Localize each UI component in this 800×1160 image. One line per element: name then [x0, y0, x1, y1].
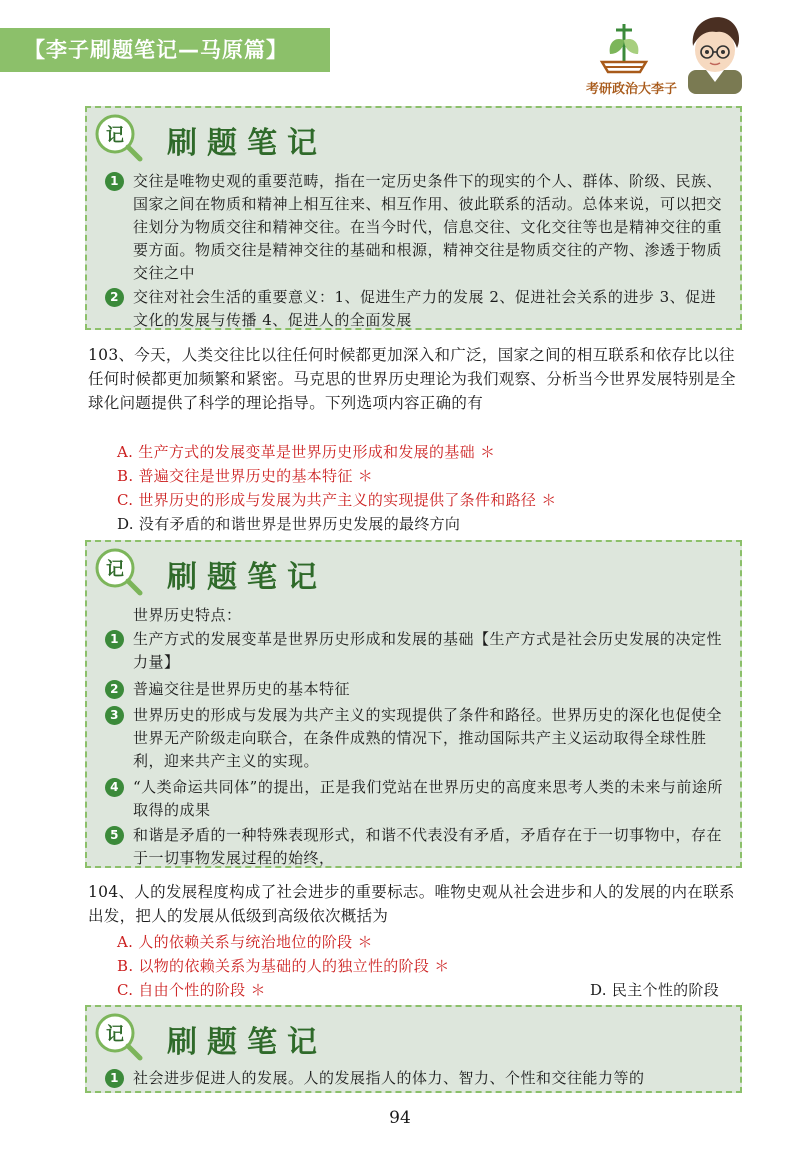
- number-2-icon: 2: [105, 680, 124, 699]
- option-a: A. 生产方式的发展变革是世界历史形成和发展的基础 ＊: [117, 443, 496, 461]
- note-box-3: [85, 1005, 742, 1093]
- brand-text: 考研政治大李子: [586, 82, 678, 97]
- note-intro: 世界历史特点：: [133, 606, 242, 624]
- magnifier-note-icon: [93, 112, 143, 162]
- question-103-stem: 103、今天，人类交往比以往任何时候都更加深入和广泛，国家之间的相互联系和依存比以往任何时候都更加频繁和紧密。马克思的世界历史理论为我们观察、分析当今世界发展特别是全球化问题提供了科学的理论指导。下列选项内容正确的有: [88, 346, 736, 412]
- number-3-icon: 3: [105, 706, 124, 725]
- note-item: 4 “人类命运共同体”的提出，正是我们党站在世界历史的高度来思考人类的未来与前途所取得的成果: [105, 776, 726, 822]
- option-a: A. 人的依赖关系与统治地位的阶段 ＊: [117, 933, 373, 951]
- note-header: [87, 108, 740, 168]
- option-d: D. 没有矛盾的和谐世界是世界历史发展的最终方向: [117, 515, 461, 533]
- option-b: B. 普遍交往是世界历史的基本特征 ＊: [117, 467, 374, 485]
- magnifier-note-icon: [93, 1011, 143, 1061]
- tree-logo-icon: [596, 18, 652, 76]
- note-header: [87, 1007, 740, 1067]
- avatar-icon: [680, 12, 750, 94]
- note-item: 2 交往对社会生活的重要意义：1、促进生产力的发展 2、促进社会关系的进步 3、促进文化的发展与传播 4、促进人的全面发展: [105, 286, 726, 332]
- svg-text:记: 记: [106, 1024, 124, 1045]
- number-1-icon: 1: [105, 172, 124, 191]
- note-box-2: [85, 540, 742, 868]
- note-item: 5 和谐是矛盾的一种特殊表现形式，和谐不代表没有矛盾，矛盾存在于一切事物中，存在于一切事物发展过程的始终，: [105, 824, 726, 870]
- option-c: C. 自由个性的阶段 ＊: [117, 981, 266, 999]
- note-title: 刷题笔记: [167, 126, 327, 161]
- note-title: 刷题笔记: [167, 1025, 327, 1060]
- number-4-icon: 4: [105, 778, 124, 797]
- number-1-icon: 1: [105, 630, 124, 649]
- note-header: [87, 542, 740, 602]
- note-item: 3 世界历史的形成与发展为共产主义的实现提供了条件和路径。世界历史的深化也促使全世界无产阶级走向联合，在条件成熟的情况下，推动国际共产主义运动取得全球性胜利，迎来共产主义的实现。: [105, 704, 726, 773]
- magnifier-note-icon: [93, 546, 143, 596]
- number-2-icon: 2: [105, 288, 124, 307]
- header-banner: 【李子刷题笔记—马原篇】: [0, 28, 330, 72]
- question-104-stem: 104、人的发展程度构成了社会进步的重要标志。唯物史观从社会进步和人的发展的内在联系出发，把人的发展从低级到高级依次概括为: [88, 883, 735, 925]
- note-title: 刷题笔记: [167, 560, 327, 595]
- svg-text:记: 记: [106, 559, 124, 580]
- note-box-1: [85, 106, 742, 330]
- note-item: 1 生产方式的发展变革是世界历史形成和发展的基础【生产方式是社会历史发展的决定性力量】: [105, 628, 726, 674]
- option-b: B. 以物的依赖关系为基础的人的独立性的阶段 ＊: [117, 957, 450, 975]
- number-1-icon: 1: [105, 1069, 124, 1088]
- number-5-icon: 5: [105, 826, 124, 845]
- option-d: D. 民主个性的阶段: [590, 981, 720, 999]
- note-item: 1 社会进步促进人的发展。人的发展指人的体力、智力、个性和交往能力等的: [105, 1067, 726, 1090]
- note-item: 2 普遍交往是世界历史的基本特征: [105, 678, 726, 701]
- option-c: C. 世界历史的形成与发展为共产主义的实现提供了条件和路径 ＊: [117, 491, 557, 509]
- page-number: 94: [389, 1108, 411, 1128]
- note-item: 1 交往是唯物史观的重要范畴，指在一定历史条件下的现实的个人、群体、阶级、民族、国家之间在物质和精神上相互往来、相互作用、彼此联系的活动。总体来说，可以把交往划分为物质交往和精神交往。在当今时代，信息交往、文化交往等也是精神交往的重要方面。物质交往是精神交往的基础和根源，精神交往是物质交往的产物、渗透于物质交往之中: [105, 170, 726, 285]
- svg-text:记: 记: [106, 125, 124, 146]
